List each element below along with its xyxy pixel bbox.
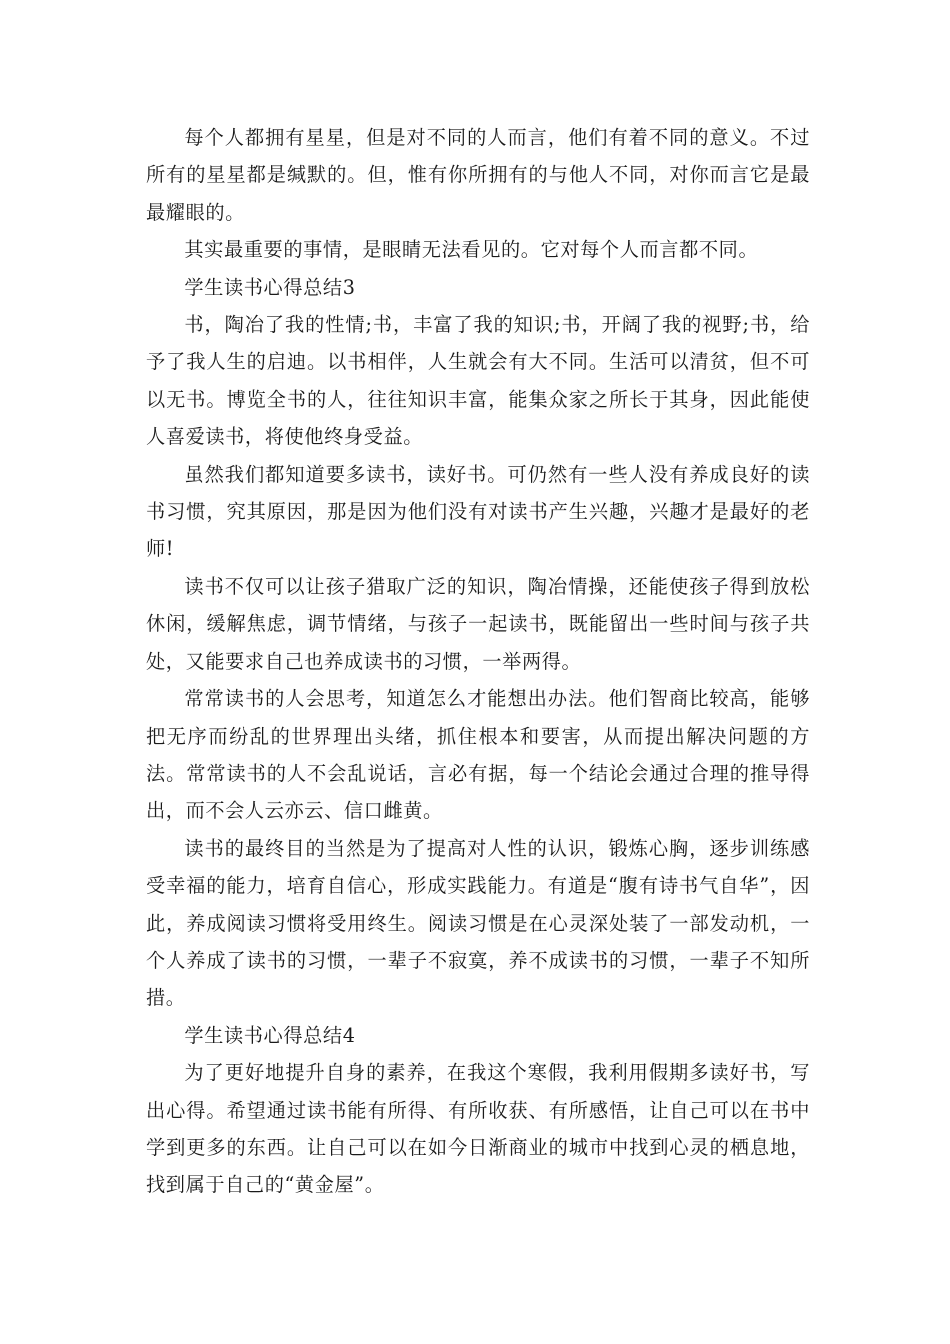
section-heading-3: 学生读书心得总结3 xyxy=(184,275,356,299)
paragraph-children-reading: 读书不仅可以让孩子猎取广泛的知识，陶冶情操，还能使孩子得到放松休闲，缓解焦虑，调节情绪，与孩子一起读书，既能留出一些时间与孩子共处，又能要求自己也养成读书的习惯，一举两得。 xyxy=(146,574,810,673)
paragraph-interest: 虽然我们都知道要多读书，读好书。可仍然有一些人没有养成良好的读书习惯，究其原因，那是因为他们没有对读书产生兴趣，兴趣才是最好的老师! xyxy=(146,462,810,561)
paragraph-winter-reading: 为了更好地提升自身的素养，在我这个寒假，我利用假期多读好书，写出心得。希望通过读书能有所得、有所收获、有所感悟，让自己可以在书中学到更多的东西。让自己可以在如今日渐商业的城市中找到心灵的栖息地，找到属于自己的“黄金屋”。 xyxy=(146,1061,810,1197)
paragraph-invisible: 其实最重要的事情，是眼睛无法看见的。它对每个人而言都不同。 xyxy=(184,238,759,262)
section-heading-4: 学生读书心得总结4 xyxy=(184,1023,356,1047)
paragraph-stars: 每个人都拥有星星，但是对不同的人而言，他们有着不同的意义。不过所有的星星都是缄默的。但，惟有你所拥有的与他人不同，对你而言它是最最耀眼的。 xyxy=(146,126,810,224)
paragraph-thinking: 常常读书的人会思考，知道怎么才能想出办法。他们智商比较高，能够把无序而纷乱的世界理出头绪，抓住根本和要害，从而提出解决问题的方法。常常读书的人不会乱说话，言必有据，每一个结论会通过合理的推导得出，而不会人云亦云、信口雌黄。 xyxy=(146,687,810,823)
paragraph-ultimate-purpose: 读书的最终目的当然是为了提高对人性的认识，锻炼心胸，逐步训练感受幸福的能力，培育自信心，形成实践能力。有道是“腹有诗书气自华”，因此，养成阅读习惯将受用终生。阅读习惯是在心灵深处装了一部发动机，一个人养成了读书的习惯，一辈子不寂寞，养不成读书的习惯，一辈子不知所措。 xyxy=(146,836,810,1010)
paragraph-books-benefit: 书，陶冶了我的性情;书，丰富了我的知识;书，开阔了我的视野;书，给予了我人生的启迪。以书相伴，人生就会有大不同。生活可以清贫，但不可以无书。博览全书的人，往往知识丰富，能集众家之所长于其身，因此能使人喜爱读书，将使他终身受益。 xyxy=(146,313,810,449)
document-body xyxy=(146,119,810,1204)
